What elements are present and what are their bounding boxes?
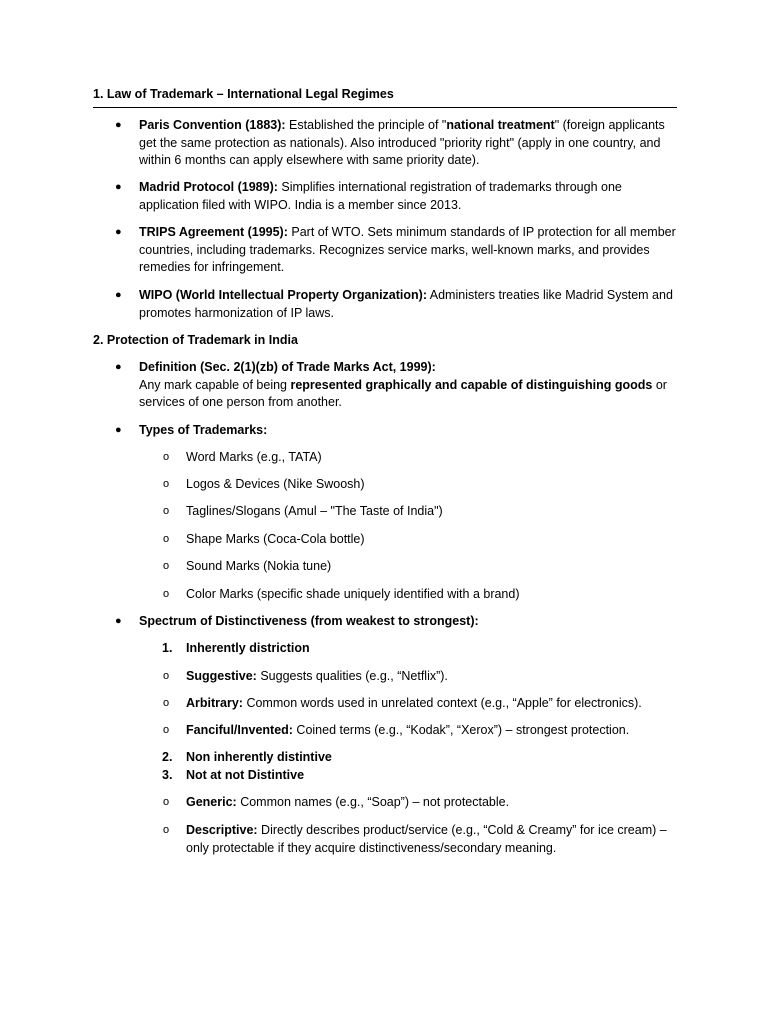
bullet-icon: ● [115,361,122,373]
numbered-item-2: 2. Non inherently distintive [186,749,681,767]
list-item-trips-agreement: ● TRIPS Agreement (1995): Part of WTO. Sets minimum standards of IP protection for all member countries, including trademarks. Recognizes service marks, well-known marks, and provides remedies for infringement. [115,225,676,274]
bullet-icon: ● [115,226,122,238]
bullet-icon: ● [115,424,122,436]
list-item-paris-convention: ● Paris Convention (1883): Established the principle of "national treatment" (foreign applicants get the same protection as nationals). Also introduced "priority right" (apply in one country, and within 6 months can apply elsewhere with same priority date). [115,118,665,167]
list-item-types [115,422,679,440]
circle-bullet-icon: o [163,588,170,600]
distinctiveness-item-arbitrary: o Arbitrary: Common words used in unrelated context (e.g., “Apple” for electronics). [186,695,681,713]
item-term: Types of Trademarks: [139,423,268,437]
distinctiveness-item-descriptive: o Descriptive: Directly describes product/service (e.g., “Cold & Creamy” for ice cream) – only protectable if they acquire distinctiveness/secondary meaning. [163,823,667,855]
item-term: Spectrum of Distinctiveness (from weakest to strongest): [139,614,479,628]
circle-bullet-icon: o [163,478,170,490]
circle-bullet-icon: o [163,697,170,709]
circle-bullet-icon: o [163,724,170,736]
bullet-icon: ● [115,119,122,131]
item-term: Madrid Protocol (1989): [139,180,278,194]
section1-heading: 1. Law of Trademark – International Legal Regimes [93,86,677,108]
list-item-wipo: ● WIPO (World Intellectual Property Organization): Administers treaties like Madrid System and promotes harmonization of IP laws. [115,288,673,320]
numbered-item-1: 1. Inherently distriction [186,640,681,658]
distinctiveness-item-generic: o Generic: Common names (e.g., “Soap”) – not protectable. [186,794,681,812]
distinctiveness-item-suggestive: o Suggestive: Suggests qualities (e.g., “Netflix”). [186,668,681,686]
circle-bullet-icon: o [163,505,170,517]
list-item-spectrum [115,613,679,631]
circle-bullet-icon: o [163,560,170,572]
circle-bullet-icon: o [163,670,170,682]
circle-bullet-icon: o [163,451,170,463]
type-item: o Taglines/Slogans (Amul – "The Taste of India") [186,503,681,521]
list-item-definition: ● Definition (Sec. 2(1)(zb) of Trade Marks Act, 1999): Any mark capable of being represented graphically and capable of distinguishing goods or services of one person from another. [115,360,667,409]
bullet-icon: ● [115,615,122,627]
type-item: o Sound Marks (Nokia tune) [186,558,681,576]
type-item: o Shape Marks (Coca-Cola bottle) [186,531,681,549]
circle-bullet-icon: o [163,533,170,545]
type-item: o Logos & Devices (Nike Swoosh) [186,476,681,494]
bullet-icon: ● [115,289,122,301]
circle-bullet-icon: o [163,824,170,836]
bullet-icon: ● [115,181,122,193]
distinctiveness-item-fanciful: o Fanciful/Invented: Coined terms (e.g., “Kodak”, “Xerox”) – strongest protection. [186,722,681,740]
number-label: 3. [162,768,173,782]
type-item: o Word Marks (e.g., TATA) [186,449,681,467]
item-term: WIPO (World Intellectual Property Organization): [139,288,427,302]
number-label: 1. [162,641,173,655]
circle-bullet-icon: o [163,796,170,808]
section2-heading: 2. Protection of Trademark in India [93,333,298,347]
type-item: o Color Marks (specific shade uniquely identified with a brand) [186,586,681,604]
list-item-madrid-protocol: ● Madrid Protocol (1989): Simplifies international registration of trademarks through one application filed with WIPO. India is a member since 2013. [115,180,622,212]
item-term: TRIPS Agreement (1995): [139,225,288,239]
numbered-item-3: 3. Not at not Distintive [186,767,681,785]
item-term: Paris Convention (1883): [139,118,286,132]
item-term: Definition (Sec. 2(1)(zb) of Trade Marks Act, 1999): [139,360,436,374]
number-label: 2. [162,750,173,764]
